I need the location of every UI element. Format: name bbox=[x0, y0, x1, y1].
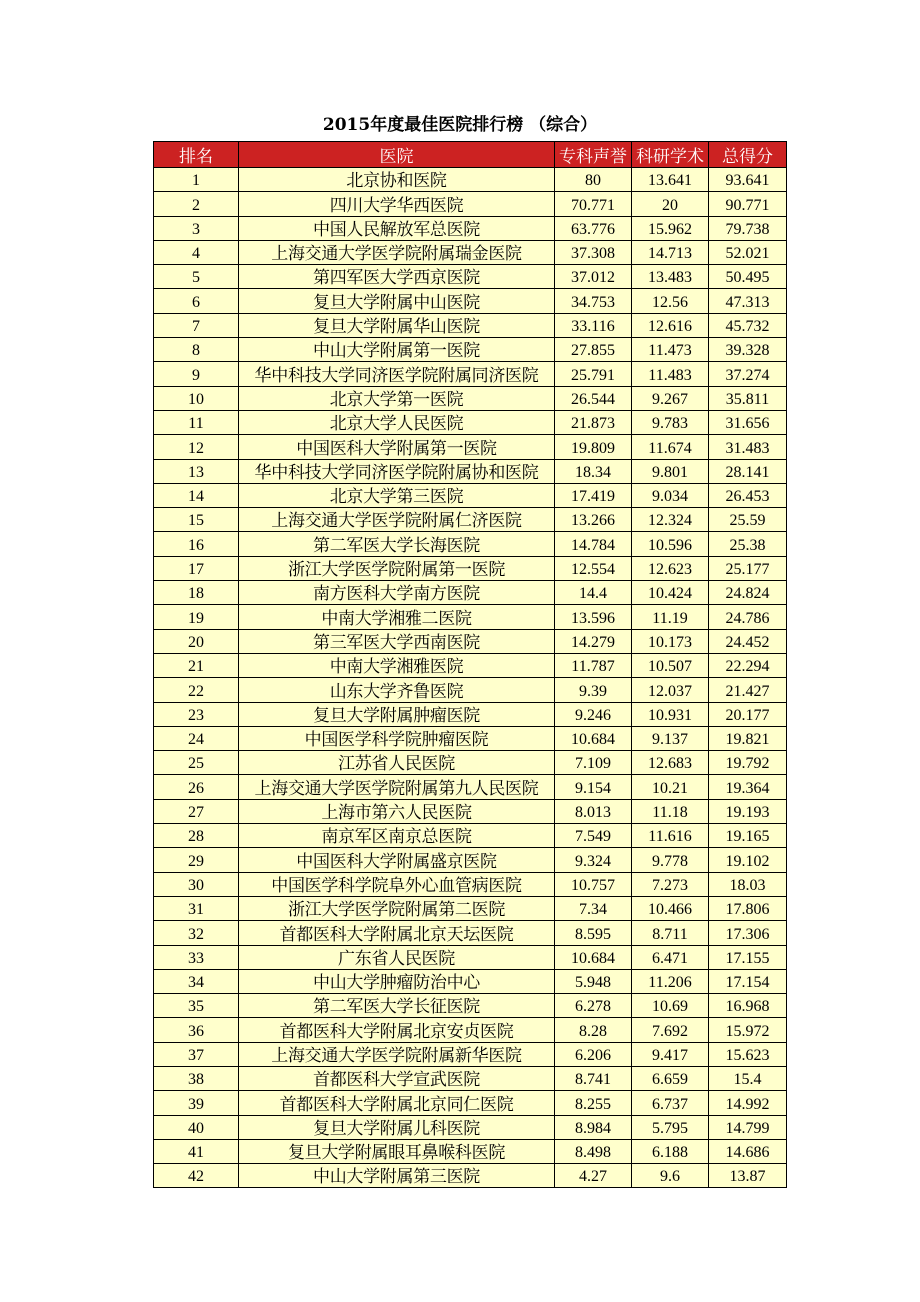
specialty-reputation-cell: 19.809 bbox=[555, 435, 632, 459]
specialty-reputation-cell: 13.266 bbox=[555, 508, 632, 532]
rank-cell: 17 bbox=[154, 556, 239, 580]
hospital-cell: 中南大学湘雅医院 bbox=[239, 653, 555, 677]
table-row bbox=[154, 1115, 787, 1139]
table-row bbox=[154, 629, 787, 653]
rank-cell: 38 bbox=[154, 1066, 239, 1090]
research-cell: 12.616 bbox=[632, 313, 709, 337]
total-score-cell: 19.792 bbox=[709, 751, 787, 775]
rank-cell: 9 bbox=[154, 362, 239, 386]
table-row bbox=[154, 483, 787, 507]
rank-cell: 33 bbox=[154, 945, 239, 969]
research-cell: 9.783 bbox=[632, 410, 709, 434]
hospital-cell: 首都医科大学附属北京安贞医院 bbox=[239, 1018, 555, 1042]
total-score-cell: 25.38 bbox=[709, 532, 787, 556]
total-score-cell: 50.495 bbox=[709, 265, 787, 289]
table-row bbox=[154, 192, 787, 216]
total-score-cell: 14.799 bbox=[709, 1115, 787, 1139]
hospital-cell: 南京军区南京总医院 bbox=[239, 824, 555, 848]
hospital-cell: 第二军医大学长海医院 bbox=[239, 532, 555, 556]
table-row bbox=[154, 216, 787, 240]
table-row bbox=[154, 386, 787, 410]
rank-cell: 14 bbox=[154, 483, 239, 507]
research-cell: 8.711 bbox=[632, 921, 709, 945]
research-cell: 15.962 bbox=[632, 216, 709, 240]
rank-cell: 19 bbox=[154, 605, 239, 629]
hospital-cell: 复旦大学附属眼耳鼻喉科医院 bbox=[239, 1139, 555, 1163]
specialty-reputation-cell: 63.776 bbox=[555, 216, 632, 240]
specialty-reputation-cell: 6.206 bbox=[555, 1042, 632, 1066]
header-rank: 排名 bbox=[154, 142, 239, 168]
total-score-cell: 22.294 bbox=[709, 653, 787, 677]
table-row bbox=[154, 678, 787, 702]
research-cell: 12.324 bbox=[632, 508, 709, 532]
specialty-reputation-cell: 17.419 bbox=[555, 483, 632, 507]
rank-cell: 34 bbox=[154, 969, 239, 993]
specialty-reputation-cell: 34.753 bbox=[555, 289, 632, 313]
rank-cell: 15 bbox=[154, 508, 239, 532]
hospital-cell: 第三军医大学西南医院 bbox=[239, 629, 555, 653]
table-row bbox=[154, 726, 787, 750]
table-row bbox=[154, 653, 787, 677]
specialty-reputation-cell: 14.4 bbox=[555, 581, 632, 605]
specialty-reputation-cell: 8.741 bbox=[555, 1066, 632, 1090]
ranking-table bbox=[153, 141, 787, 1188]
table-row bbox=[154, 751, 787, 775]
total-score-cell: 15.623 bbox=[709, 1042, 787, 1066]
total-score-cell: 19.821 bbox=[709, 726, 787, 750]
specialty-reputation-cell: 14.279 bbox=[555, 629, 632, 653]
hospital-cell: 中国医科大学附属盛京医院 bbox=[239, 848, 555, 872]
hospital-cell: 上海市第六人民医院 bbox=[239, 799, 555, 823]
total-score-cell: 24.786 bbox=[709, 605, 787, 629]
research-cell: 12.623 bbox=[632, 556, 709, 580]
rank-cell: 8 bbox=[154, 338, 239, 362]
specialty-reputation-cell: 14.784 bbox=[555, 532, 632, 556]
specialty-reputation-cell: 70.771 bbox=[555, 192, 632, 216]
specialty-reputation-cell: 8.498 bbox=[555, 1139, 632, 1163]
rank-cell: 24 bbox=[154, 726, 239, 750]
specialty-reputation-cell: 21.873 bbox=[555, 410, 632, 434]
table-row bbox=[154, 702, 787, 726]
table-body bbox=[154, 168, 787, 1188]
rank-cell: 7 bbox=[154, 313, 239, 337]
research-cell: 5.795 bbox=[632, 1115, 709, 1139]
table-header-row bbox=[154, 142, 787, 168]
table-row bbox=[154, 969, 787, 993]
rank-cell: 37 bbox=[154, 1042, 239, 1066]
hospital-cell: 南方医科大学南方医院 bbox=[239, 581, 555, 605]
total-score-cell: 28.141 bbox=[709, 459, 787, 483]
rank-cell: 4 bbox=[154, 240, 239, 264]
hospital-cell: 中山大学附属第三医院 bbox=[239, 1164, 555, 1188]
rank-cell: 30 bbox=[154, 872, 239, 896]
hospital-cell: 中南大学湘雅二医院 bbox=[239, 605, 555, 629]
research-cell: 13.483 bbox=[632, 265, 709, 289]
research-cell: 11.473 bbox=[632, 338, 709, 362]
total-score-cell: 19.364 bbox=[709, 775, 787, 799]
hospital-cell: 四川大学华西医院 bbox=[239, 192, 555, 216]
rank-cell: 39 bbox=[154, 1091, 239, 1115]
table-row bbox=[154, 240, 787, 264]
specialty-reputation-cell: 9.324 bbox=[555, 848, 632, 872]
hospital-cell: 第四军医大学西京医院 bbox=[239, 265, 555, 289]
hospital-cell: 上海交通大学医学院附属仁济医院 bbox=[239, 508, 555, 532]
total-score-cell: 45.732 bbox=[709, 313, 787, 337]
rank-cell: 41 bbox=[154, 1139, 239, 1163]
research-cell: 11.206 bbox=[632, 969, 709, 993]
specialty-reputation-cell: 7.549 bbox=[555, 824, 632, 848]
total-score-cell: 37.274 bbox=[709, 362, 787, 386]
rank-cell: 26 bbox=[154, 775, 239, 799]
specialty-reputation-cell: 9.39 bbox=[555, 678, 632, 702]
rank-cell: 42 bbox=[154, 1164, 239, 1188]
research-cell: 6.659 bbox=[632, 1066, 709, 1090]
total-score-cell: 47.313 bbox=[709, 289, 787, 313]
rank-cell: 2 bbox=[154, 192, 239, 216]
research-cell: 7.692 bbox=[632, 1018, 709, 1042]
research-cell: 6.188 bbox=[632, 1139, 709, 1163]
research-cell: 11.674 bbox=[632, 435, 709, 459]
rank-cell: 5 bbox=[154, 265, 239, 289]
total-score-cell: 31.483 bbox=[709, 435, 787, 459]
hospital-cell: 首都医科大学附属北京同仁医院 bbox=[239, 1091, 555, 1115]
specialty-reputation-cell: 7.34 bbox=[555, 896, 632, 920]
total-score-cell: 39.328 bbox=[709, 338, 787, 362]
research-cell: 10.507 bbox=[632, 653, 709, 677]
specialty-reputation-cell: 37.012 bbox=[555, 265, 632, 289]
table-row bbox=[154, 459, 787, 483]
table-row bbox=[154, 532, 787, 556]
rank-cell: 12 bbox=[154, 435, 239, 459]
total-score-cell: 26.453 bbox=[709, 483, 787, 507]
specialty-reputation-cell: 6.278 bbox=[555, 994, 632, 1018]
hospital-cell: 北京协和医院 bbox=[239, 168, 555, 192]
hospital-cell: 山东大学齐鲁医院 bbox=[239, 678, 555, 702]
table-row bbox=[154, 1164, 787, 1188]
total-score-cell: 14.686 bbox=[709, 1139, 787, 1163]
hospital-cell: 中国医学科学院肿瘤医院 bbox=[239, 726, 555, 750]
table-row bbox=[154, 556, 787, 580]
rank-cell: 10 bbox=[154, 386, 239, 410]
specialty-reputation-cell: 13.596 bbox=[555, 605, 632, 629]
rank-cell: 27 bbox=[154, 799, 239, 823]
research-cell: 10.931 bbox=[632, 702, 709, 726]
specialty-reputation-cell: 11.787 bbox=[555, 653, 632, 677]
table-row bbox=[154, 362, 787, 386]
total-score-cell: 18.03 bbox=[709, 872, 787, 896]
specialty-reputation-cell: 8.013 bbox=[555, 799, 632, 823]
research-cell: 11.616 bbox=[632, 824, 709, 848]
total-score-cell: 24.452 bbox=[709, 629, 787, 653]
table-row bbox=[154, 338, 787, 362]
total-score-cell: 21.427 bbox=[709, 678, 787, 702]
table-row bbox=[154, 775, 787, 799]
total-score-cell: 19.193 bbox=[709, 799, 787, 823]
specialty-reputation-cell: 9.246 bbox=[555, 702, 632, 726]
table-row bbox=[154, 265, 787, 289]
total-score-cell: 79.738 bbox=[709, 216, 787, 240]
hospital-cell: 复旦大学附属中山医院 bbox=[239, 289, 555, 313]
hospital-cell: 上海交通大学医学院附属新华医院 bbox=[239, 1042, 555, 1066]
table-row bbox=[154, 1066, 787, 1090]
table-row bbox=[154, 824, 787, 848]
hospital-cell: 第二军医大学长征医院 bbox=[239, 994, 555, 1018]
hospital-cell: 复旦大学附属华山医院 bbox=[239, 313, 555, 337]
specialty-reputation-cell: 8.595 bbox=[555, 921, 632, 945]
research-cell: 12.683 bbox=[632, 751, 709, 775]
specialty-reputation-cell: 25.791 bbox=[555, 362, 632, 386]
hospital-cell: 浙江大学医学院附属第一医院 bbox=[239, 556, 555, 580]
table-row bbox=[154, 410, 787, 434]
table-row bbox=[154, 994, 787, 1018]
specialty-reputation-cell: 8.28 bbox=[555, 1018, 632, 1042]
table-row bbox=[154, 168, 787, 192]
total-score-cell: 17.806 bbox=[709, 896, 787, 920]
total-score-cell: 19.102 bbox=[709, 848, 787, 872]
table-row bbox=[154, 289, 787, 313]
research-cell: 10.466 bbox=[632, 896, 709, 920]
research-cell: 9.267 bbox=[632, 386, 709, 410]
hospital-cell: 浙江大学医学院附属第二医院 bbox=[239, 896, 555, 920]
rank-cell: 40 bbox=[154, 1115, 239, 1139]
research-cell: 12.56 bbox=[632, 289, 709, 313]
research-cell: 10.173 bbox=[632, 629, 709, 653]
total-score-cell: 25.59 bbox=[709, 508, 787, 532]
hospital-cell: 中国人民解放军总医院 bbox=[239, 216, 555, 240]
research-cell: 9.417 bbox=[632, 1042, 709, 1066]
hospital-cell: 上海交通大学医学院附属第九人民医院 bbox=[239, 775, 555, 799]
rank-cell: 13 bbox=[154, 459, 239, 483]
hospital-cell: 中山大学附属第一医院 bbox=[239, 338, 555, 362]
rank-cell: 22 bbox=[154, 678, 239, 702]
total-score-cell: 13.87 bbox=[709, 1164, 787, 1188]
specialty-reputation-cell: 10.684 bbox=[555, 726, 632, 750]
rank-cell: 3 bbox=[154, 216, 239, 240]
research-cell: 20 bbox=[632, 192, 709, 216]
table-row bbox=[154, 872, 787, 896]
table-row bbox=[154, 1139, 787, 1163]
total-score-cell: 17.306 bbox=[709, 921, 787, 945]
table-row bbox=[154, 799, 787, 823]
specialty-reputation-cell: 8.984 bbox=[555, 1115, 632, 1139]
specialty-reputation-cell: 33.116 bbox=[555, 313, 632, 337]
hospital-cell: 首都医科大学宣武医院 bbox=[239, 1066, 555, 1090]
total-score-cell: 14.992 bbox=[709, 1091, 787, 1115]
total-score-cell: 25.177 bbox=[709, 556, 787, 580]
total-score-cell: 52.021 bbox=[709, 240, 787, 264]
research-cell: 10.21 bbox=[632, 775, 709, 799]
rank-cell: 6 bbox=[154, 289, 239, 313]
hospital-cell: 华中科技大学同济医学院附属协和医院 bbox=[239, 459, 555, 483]
research-cell: 6.737 bbox=[632, 1091, 709, 1115]
rank-cell: 16 bbox=[154, 532, 239, 556]
research-cell: 13.641 bbox=[632, 168, 709, 192]
research-cell: 10.69 bbox=[632, 994, 709, 1018]
research-cell: 14.713 bbox=[632, 240, 709, 264]
table-row bbox=[154, 848, 787, 872]
specialty-reputation-cell: 8.255 bbox=[555, 1091, 632, 1115]
hospital-cell: 中山大学肿瘤防治中心 bbox=[239, 969, 555, 993]
research-cell: 9.801 bbox=[632, 459, 709, 483]
rank-cell: 21 bbox=[154, 653, 239, 677]
rank-cell: 32 bbox=[154, 921, 239, 945]
table-row bbox=[154, 508, 787, 532]
rank-cell: 36 bbox=[154, 1018, 239, 1042]
hospital-cell: 上海交通大学医学院附属瑞金医院 bbox=[239, 240, 555, 264]
total-score-cell: 35.811 bbox=[709, 386, 787, 410]
hospital-cell: 复旦大学附属儿科医院 bbox=[239, 1115, 555, 1139]
research-cell: 9.778 bbox=[632, 848, 709, 872]
hospital-cell: 中国医科大学附属第一医院 bbox=[239, 435, 555, 459]
rank-cell: 25 bbox=[154, 751, 239, 775]
specialty-reputation-cell: 18.34 bbox=[555, 459, 632, 483]
table-row bbox=[154, 581, 787, 605]
table-row bbox=[154, 945, 787, 969]
total-score-cell: 17.154 bbox=[709, 969, 787, 993]
total-score-cell: 16.968 bbox=[709, 994, 787, 1018]
total-score-cell: 19.165 bbox=[709, 824, 787, 848]
table-row bbox=[154, 1042, 787, 1066]
rank-cell: 31 bbox=[154, 896, 239, 920]
rank-cell: 1 bbox=[154, 168, 239, 192]
table-row bbox=[154, 1018, 787, 1042]
hospital-cell: 中国医学科学院阜外心血管病医院 bbox=[239, 872, 555, 896]
specialty-reputation-cell: 80 bbox=[555, 168, 632, 192]
hospital-cell: 首都医科大学附属北京天坛医院 bbox=[239, 921, 555, 945]
header-hospital: 医院 bbox=[239, 142, 555, 168]
table-row bbox=[154, 605, 787, 629]
specialty-reputation-cell: 5.948 bbox=[555, 969, 632, 993]
hospital-cell: 广东省人民医院 bbox=[239, 945, 555, 969]
rank-cell: 18 bbox=[154, 581, 239, 605]
hospital-cell: 北京大学人民医院 bbox=[239, 410, 555, 434]
research-cell: 11.483 bbox=[632, 362, 709, 386]
research-cell: 9.137 bbox=[632, 726, 709, 750]
page-title: 2015年度最佳医院排行榜 （综合） bbox=[322, 115, 598, 135]
rank-cell: 20 bbox=[154, 629, 239, 653]
header-total-score: 总得分 bbox=[709, 142, 787, 168]
total-score-cell: 17.155 bbox=[709, 945, 787, 969]
research-cell: 7.273 bbox=[632, 872, 709, 896]
total-score-cell: 20.177 bbox=[709, 702, 787, 726]
total-score-cell: 24.824 bbox=[709, 581, 787, 605]
total-score-cell: 93.641 bbox=[709, 168, 787, 192]
hospital-cell: 江苏省人民医院 bbox=[239, 751, 555, 775]
research-cell: 10.596 bbox=[632, 532, 709, 556]
header-specialty-reputation: 专科声誉 bbox=[555, 142, 632, 168]
total-score-cell: 90.771 bbox=[709, 192, 787, 216]
hospital-cell: 北京大学第三医院 bbox=[239, 483, 555, 507]
specialty-reputation-cell: 26.544 bbox=[555, 386, 632, 410]
specialty-reputation-cell: 10.684 bbox=[555, 945, 632, 969]
specialty-reputation-cell: 7.109 bbox=[555, 751, 632, 775]
specialty-reputation-cell: 10.757 bbox=[555, 872, 632, 896]
total-score-cell: 15.972 bbox=[709, 1018, 787, 1042]
hospital-cell: 华中科技大学同济医学院附属同济医院 bbox=[239, 362, 555, 386]
research-cell: 11.18 bbox=[632, 799, 709, 823]
hospital-cell: 复旦大学附属肿瘤医院 bbox=[239, 702, 555, 726]
specialty-reputation-cell: 37.308 bbox=[555, 240, 632, 264]
rank-cell: 29 bbox=[154, 848, 239, 872]
specialty-reputation-cell: 12.554 bbox=[555, 556, 632, 580]
specialty-reputation-cell: 9.154 bbox=[555, 775, 632, 799]
table-row bbox=[154, 435, 787, 459]
table-row bbox=[154, 1091, 787, 1115]
research-cell: 9.034 bbox=[632, 483, 709, 507]
total-score-cell: 31.656 bbox=[709, 410, 787, 434]
hospital-cell: 北京大学第一医院 bbox=[239, 386, 555, 410]
rank-cell: 28 bbox=[154, 824, 239, 848]
research-cell: 6.471 bbox=[632, 945, 709, 969]
header-research: 科研学术 bbox=[632, 142, 709, 168]
research-cell: 11.19 bbox=[632, 605, 709, 629]
research-cell: 12.037 bbox=[632, 678, 709, 702]
specialty-reputation-cell: 4.27 bbox=[555, 1164, 632, 1188]
rank-cell: 23 bbox=[154, 702, 239, 726]
table-row bbox=[154, 313, 787, 337]
research-cell: 10.424 bbox=[632, 581, 709, 605]
table-row bbox=[154, 921, 787, 945]
rank-cell: 35 bbox=[154, 994, 239, 1018]
total-score-cell: 15.4 bbox=[709, 1066, 787, 1090]
table-row bbox=[154, 896, 787, 920]
research-cell: 9.6 bbox=[632, 1164, 709, 1188]
specialty-reputation-cell: 27.855 bbox=[555, 338, 632, 362]
rank-cell: 11 bbox=[154, 410, 239, 434]
